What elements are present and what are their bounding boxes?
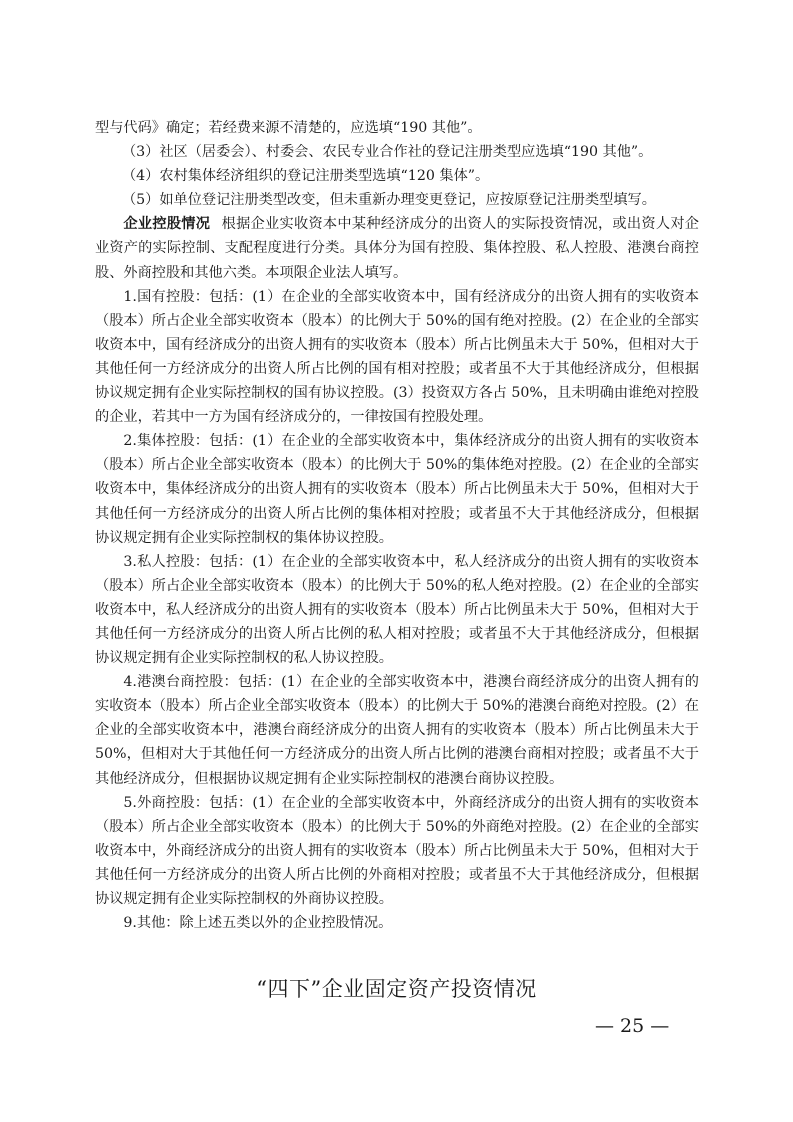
section-title: “四下”企业固定资产投资情况 bbox=[256, 977, 537, 1001]
paragraph-foreign-holding: 5.外商控股：包括：(1）在企业的全部实收资本中，外商经济成分的出资人拥有的实收资本（股本）所占企业全部实收资本（股本）的比例大于 50%的外商绝对控股。(2）在企业的全部实收资本中，外商经济成分的出资人拥有的实收资本（股本）所占比例虽未大于 50%，但相对大于其他任何一方经济成分的出资人所占比例的外商相对控股；或者虽不大于其他经济成分，但根据协议规定拥有企业实际控制权的外商协议控股。 bbox=[95, 794, 699, 907]
paragraph-holding-definition bbox=[95, 212, 699, 284]
term-definition: 根据企业实收资本中某种经济成分的出资人的实际投资情况，或出资人对企业资产的实际控制、支配程度进行分类。具体分为国有控股、集体控股、私人控股、港澳台商控股、外商控股和其他六类。本项限企业法人填写。 bbox=[95, 216, 699, 281]
paragraph-private-holding: 3.私人控股：包括：(1）在企业的全部实收资本中，私人经济成分的出资人拥有的实收资本（股本）所占企业全部实收资本（股本）的比例大于 50%的私人绝对控股。(2）在企业的全部实收资本中，私人经济成分的出资人拥有的实收资本（股本）所占比例虽未大于 50%，但相对大于其他任何一方经济成分的出资人所占比例的私人相对控股；或者虽不大于其他经济成分，但根据协议规定拥有企业实际控制权的私人协议控股。 bbox=[95, 553, 699, 667]
paragraph-continued: 型与代码》确定；若经费来源不清楚的，应选填“190 其他”。 bbox=[95, 120, 482, 136]
paragraph-state-holding: 1.国有控股：包括：(1）在企业的全部实收资本中，国有经济成分的出资人拥有的实收资本（股本）所占企业全部实收资本（股本）的比例大于 50%的国有绝对控股。(2）在企业的全部实收资本中，国有经济成分的出资人拥有的实收资本（股本）所占比例虽未大于 50%，但相对大于其他任何一方经济成分的出资人所占比例的国有相对控股；或者虽不大于其他经济成分，但根据协议规定拥有企业实际控制权的国有协议控股。(3）投资双方各占 50%，且未明确由谁绝对控股的企业，若其中一方为国有经济成分的，一律按国有控股处理。 bbox=[95, 288, 699, 426]
paragraph-collective-holding: 2.集体控股：包括：(1）在企业的全部实收资本中，集体经济成分的出资人拥有的实收资本（股本）所占企业全部实收资本（股本）的比例大于 50%的集体绝对控股。(2）在企业的全部实收资本中，集体经济成分的出资人拥有的实收资本（股本）所占比例虽未大于 50%，但相对大于其他任何一方经济成分的出资人所占比例的集体相对控股；或者虽不大于其他经济成分，但根据协议规定拥有企业实际控制权的集体协议控股。 bbox=[95, 433, 699, 546]
page-number: — 25 — bbox=[595, 1015, 670, 1037]
paragraph-other-holding: 9.其他：除上述五类以外的企业控股情况。 bbox=[123, 915, 393, 932]
paragraph-item-3: （3）社区（居委会）、村委会、农民专业合作社的登记注册类型应选填“190 其他”。 bbox=[121, 144, 653, 161]
paragraph-item-4: （4）农村集体经济组织的登记注册类型选填“120 集体”。 bbox=[121, 168, 490, 185]
paragraph-item-5: （5）如单位登记注册类型改变，但未重新办理变更登记，应按原登记注册类型填写。 bbox=[121, 192, 656, 209]
term-heading: 企业控股情况 bbox=[123, 216, 211, 233]
paragraph-hmt-holding: 4.港澳台商控股：包括：(1）在企业的全部实收资本中，港澳台商经济成分的出资人拥有的实收资本（股本）所占企业全部实收资本（股本）的比例大于 50%的港澳台商绝对控股。(2）在企业的全部实收资本中，港澳台商经济成分的出资人拥有的实收资本（股本）所占比例虽未大于 50%，但相对大于其他任何一方经济成分的出资人所占比例的港澳台商相对控股；或者虽不大于其他经济成分，但根据协议规定拥有企业实际控制权的港澳台商协议控股。 bbox=[95, 674, 699, 787]
body-text bbox=[95, 116, 699, 935]
